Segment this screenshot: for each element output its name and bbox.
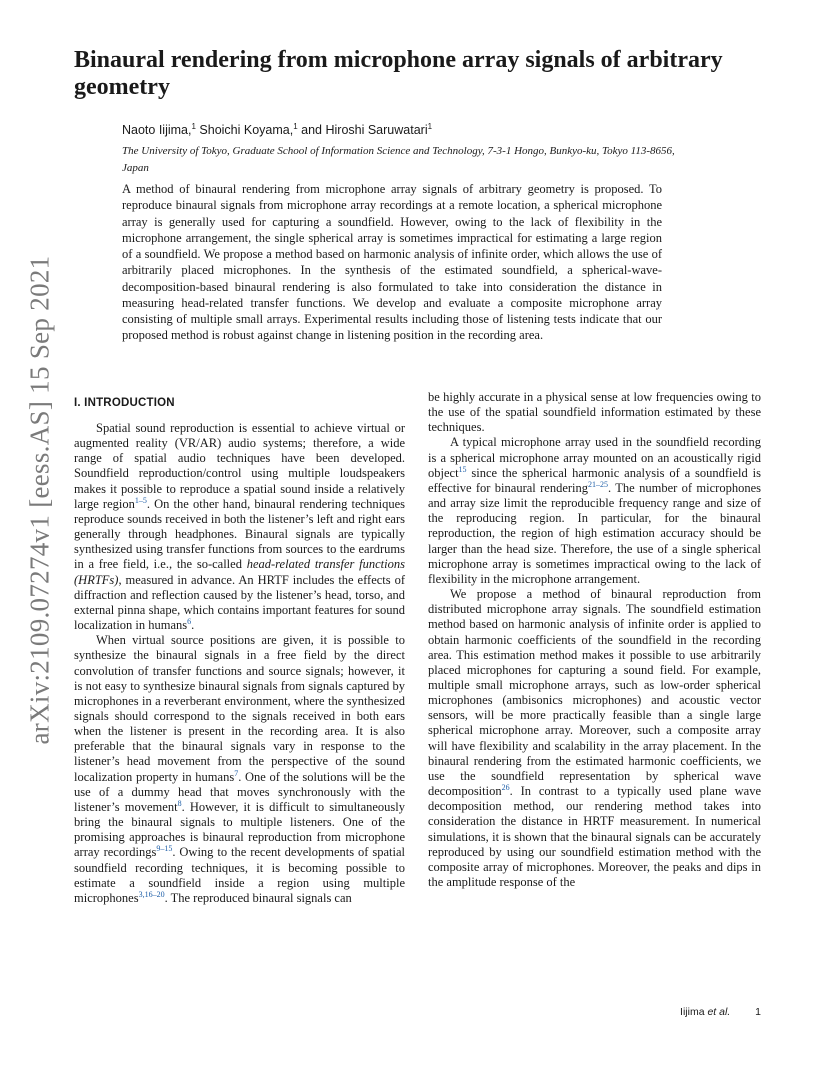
arxiv-identifier-stamp [12,0,68,1072]
citation-link[interactable]: 26 [501,782,510,792]
author-name: Naoto Iijima, [122,123,192,137]
author-name: and Hiroshi Saruwatari [297,123,428,137]
footer-author: Iijima [680,1006,705,1018]
paragraph: A typical microphone array used in the soundfield recording is a spherical microphone array mounted on an acoustically rigid object$^{15}$ since the spherical harmonic analysis of a soundfield is effective for binaural rendering$^{21-25}$. The number of microphones and array size limit the reproducible frequency range and size of the reproducing region. In particular, for the binaural reproduction, the region of high estimation accuracy should be larger than the head size. Therefore, the use of a single spherical microphone array is sometimes impractical owing to the lack of flexibility in the microphone arrangement. [428,435,762,586]
affiliation-marker: 1 [427,121,433,131]
paragraph: be highly accurate in a physical sense at low frequencies owing to the use of the spatial soundfield information estimated by these techniques. [428,390,761,435]
citation-link[interactable]: 3,16–20 [138,889,165,899]
abstract: A method of binaural rendering from microphone array signals of arbitrary geometry is proposed. To reproduce binaural signals from microphone array recordings at a remote location, a spherical microphone array is generally used for capturing a soundfield. However, owing to the lack of flexibility in the microphone arrangement, the single spherical array is sometimes impractical for estimating a large region of a soundfield. We propose a method based on harmonic analysis of infinite order, which allows the use of arbitrarily placed microphones. In the synthesis of the estimated soundfield, a spherical-wave-decomposition-based binaural rendering is also formulated to take into consideration the distance in measuring head-related transfer functions. We develop and evaluate a composite microphone array consisting of multiple small arrays. Experimental results including those of listening tests indicate that our proposed method is robust against change in listening position in the recording area. [122,182,662,343]
affiliation-marker: 1 [191,121,196,131]
citation-link[interactable]: 8 [177,798,182,808]
paper-title: Binaural rendering from microphone array signals of arbitrary geometry [74,47,723,100]
right-column [428,390,761,890]
paragraph: When virtual source positions are given, it is possible to synthesize the binaural signals in a free field by the direct convolution of transfer functions and source signals; however, it is not easy to synthesize binaural signals from signals captured by microphones in a reverberant environment, where the synthesized signals should correspond to the signals received in both ears when the listener is present in the recording area. It is also preferable that the binaural signals vary in response to the listener’s head movement from the perspective of the sound localization property in humans$^7$. One of the solutions will be the use of a dummy head that moves synchronously with the listener’s movement$^8$. However, it is difficult to simultaneously bring the binaural signals to multiple listeners. One of the promising approaches is binaural reproduction from microphone array recordings$^{9-15}$. Owing to the recent developments of spatial soundfield recording techniques, it is becoming possible to estimate a soundfield inside a region using multiple microphones$^{3,16-20}$. The reproduced binaural signals can [74,633,406,905]
citation-link[interactable]: 15 [458,464,467,474]
citation-link[interactable]: 7 [234,768,239,778]
page-number: 1 [755,1006,761,1018]
left-column [74,421,405,906]
citation-link[interactable]: 1–5 [134,495,147,505]
paragraph: We propose a method of binaural reproduction from distributed microphone array signals. The soundfield estimation method based on harmonic analysis of infinite order is applied to obtain harmonic coefficients of the soundfield in the recording area. This estimation method makes it possible to use arbitrarily placed microphones for capturing a sound field. For example, multiple small microphone arrays, such as low-order spherical microphones (ambisonics microphones) and acoustic vector sensors, will be more practically feasible than a single large spherical microphone array. Moreover, such a composite array will have flexibility and scalability in the array placement. In the binaural rendering from the estimated harmonic coefficients, we use the soundfield representation by spherical wave decomposition$^{26}$. In contrast to a typically used plane wave decomposition method, our rendering method takes into consideration the distance in HRTF measurement. In numerical simulations, it is shown that the binaural signals can be accurately reproduced by using our soundfield estimation method with the composite array of microphones. Moreover, the peaks and dips in the amplitude response of the [428,587,761,889]
author-name: Shoichi Koyama, [195,123,294,137]
arxiv-identifier-text: arXiv:2109.07274v1 [eess.AS] 15 Sep 2021 [24,255,55,745]
author-list [122,123,432,137]
section-heading: I. INTRODUCTION [74,397,175,409]
affiliation-marker: 1 [293,121,298,131]
citation-link[interactable]: 21–25 [588,479,609,489]
citation-link[interactable]: 6 [187,616,192,626]
author-affiliation: The University of Tokyo, Graduate School of Information Science and Technology, 7-3-1 Hongo, Bunkyo-ku, Tokyo 113-8656, Japan [122,145,675,174]
footer-etal: et al. [707,1006,731,1018]
page-footer [680,1006,761,1018]
paragraph: Spatial sound reproduction is essential to achieve virtual or augmented reality (VR/AR) audio systems; therefore, a wide range of spatial audio techniques have been developed. Soundfield reproduction/control using multiple loudspeakers makes it possible to reproduce a spatial sound inside a relatively large region$^{1-5}$. On the other hand, binaural rendering techniques reproduce sounds received in both the listener’s left and right ears generally through headphones. Binaural signals are typically synthesized using transfer functions from sources to the eardrums in a free field, i.e., the so-called head-related transfer functions (HRTFs), measured in advance. An HRTF includes the effects of diffraction and reflection caused by the listener’s head, torso, and external pinna shape, which contains important features for sound localization in humans$^6$. [74,421,405,633]
citation-link[interactable]: 9–15 [156,844,173,854]
emphasized-term: head-related transfer functions (HRTFs) [74,557,405,587]
